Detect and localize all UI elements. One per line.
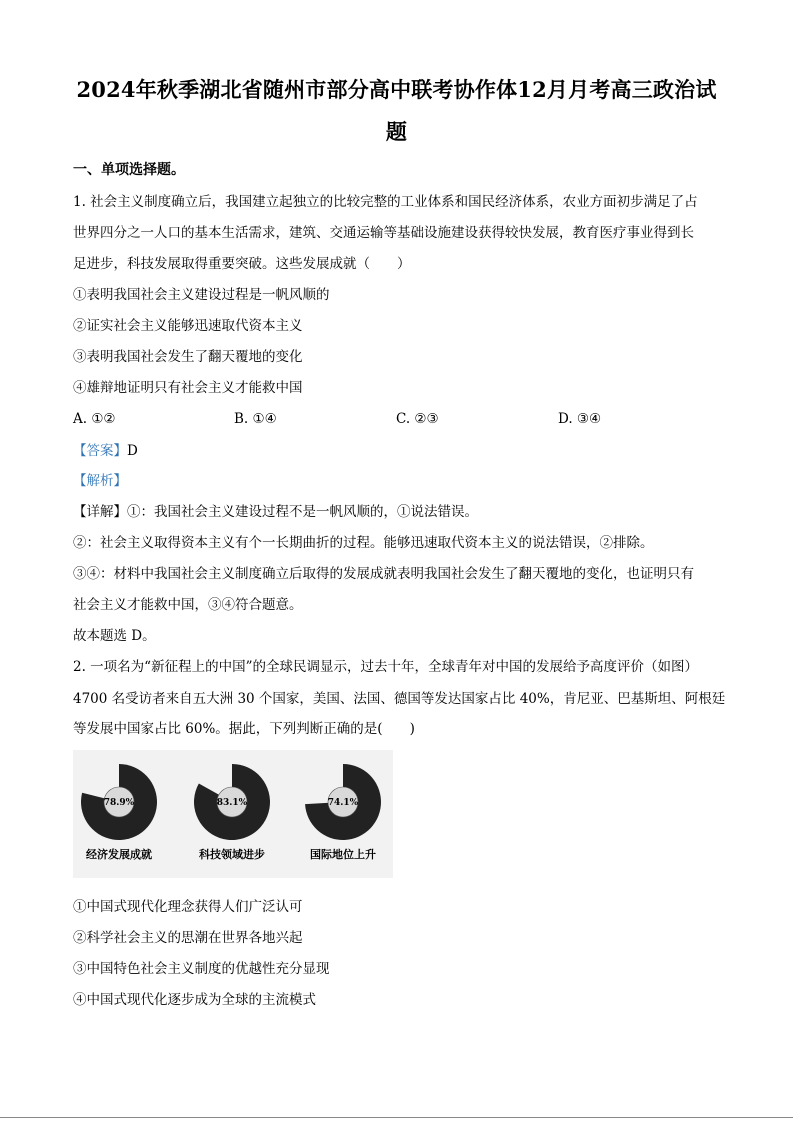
pie-value-label-3: 74.1% [327, 798, 359, 808]
q1-statement-1: ①表明我国社会主义建设过程是一帆风顺的 [73, 287, 330, 303]
q1-detail-line4: 社会主义才能救中国，③④符合题意。 [73, 597, 303, 613]
q1-detail-line5: 故本题选 D。 [73, 628, 156, 644]
q2-stem-line3: 等发展中国家占比 60%。据此，下列判断正确的是( ) [73, 721, 415, 737]
q1-stem-line2: 世界四分之一人口的基本生活需求，建筑、交通运输等基础设施建设获得较快发展，教育医疗事业得到长 [73, 225, 694, 241]
q1-statement-4: ④雄辩地证明只有社会主义才能救中国 [73, 380, 303, 396]
detail-tag: 【详解】 [73, 504, 127, 520]
answer-tag: 【答案】 [73, 443, 127, 459]
detail-text-1: ①：我国社会主义建设过程不是一帆风顺的，①说法错误。 [127, 504, 478, 520]
pie-3 [305, 764, 381, 861]
q1-answer [73, 441, 138, 461]
q2-statement-2: ②科学社会主义的思潮在世界各地兴起 [73, 930, 303, 946]
q2-stem-line1: 2. 一项名为“新征程上的中国”的全球民调显示，过去十年，全球青年对中国的发展给予高度评价（如图） [73, 659, 698, 675]
q1-option-c: C. ②③ [396, 411, 439, 427]
section-heading: 一、单项选择题。 [73, 162, 185, 178]
q2-statement-3: ③中国特色社会主义制度的优越性充分显现 [73, 961, 330, 977]
q1-option-a: A. ①② [73, 411, 116, 427]
analysis-tag: 【解析】 [73, 473, 127, 489]
pie-category-label-1: 经济发展成就 [86, 848, 152, 861]
pie-category-label-3: 国际地位上升 [310, 848, 376, 861]
q2-statement-1: ①中国式现代化理念获得人们广泛认可 [73, 899, 303, 915]
exam-title-line2: 题 [385, 119, 408, 144]
page-bottom-rule [0, 1117, 793, 1118]
q1-option-d: D. ③④ [558, 411, 602, 427]
exam-title-line1: 2024年秋季湖北省随州市部分高中联考协作体12月月考高三政治试 [76, 77, 717, 102]
pie-2 [194, 764, 270, 861]
pie-1 [81, 764, 157, 861]
pie-value-label-2: 83.1% [216, 798, 248, 808]
q1-detail-line3: ③④：材料中我国社会主义制度确立后取得的发展成就表明我国社会发生了翻天覆地的变化，也证明只有 [73, 566, 694, 582]
q1-stem-line3: 足进步，科技发展取得重要突破。这些发展成就（ ） [73, 256, 411, 272]
q2-stem-line2: 4700 名受访者来自五大洲 30 个国家，美国、法国、德国等发达国家占比 40%，肯尼亚、巴基斯坦、阿根廷 [73, 691, 726, 707]
q1-detail-line1 [73, 502, 478, 522]
q1-option-b: B. ①④ [234, 411, 277, 427]
pie-value-label-1: 78.9% [103, 798, 135, 808]
q1-statement-2: ②证实社会主义能够迅速取代资本主义 [73, 318, 303, 334]
survey-chart [73, 750, 393, 878]
q2-statement-4: ④中国式现代化逐步成为全球的主流模式 [73, 992, 316, 1008]
pie-charts-svg [73, 750, 393, 878]
pie-category-label-2: 科技领域进步 [199, 848, 265, 861]
q1-statement-3: ③表明我国社会发生了翻天覆地的变化 [73, 349, 303, 365]
answer-value: D [127, 443, 138, 459]
q1-stem-line1: 1. 社会主义制度确立后，我国建立起独立的比较完整的工业体系和国民经济体系，农业方面初步满足了占 [73, 194, 698, 210]
q1-detail-line2: ②：社会主义取得资本主义有个一长期曲折的过程。能够迅速取代资本主义的说法错误，②排除。 [73, 535, 654, 551]
